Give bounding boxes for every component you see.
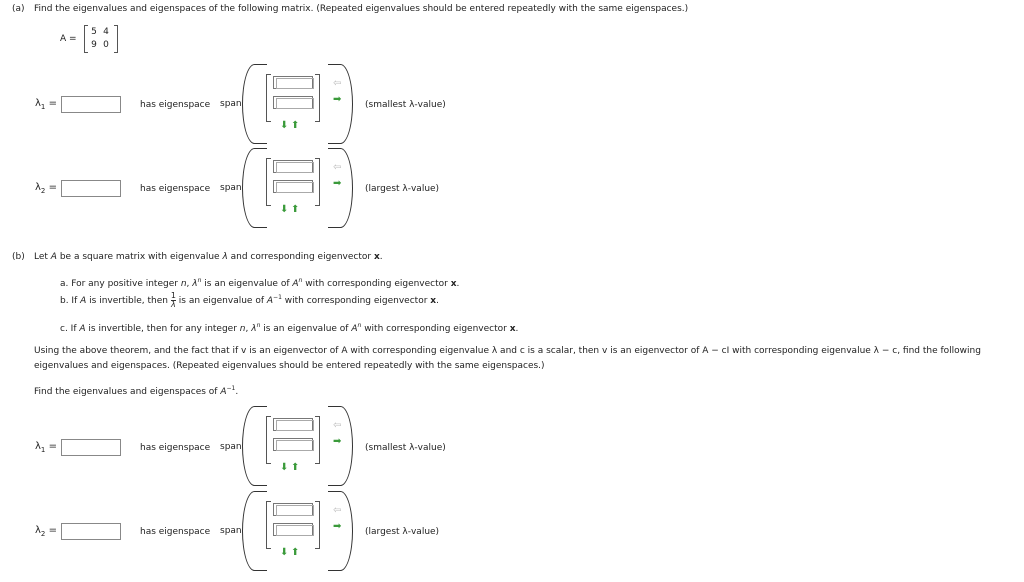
paren-right [328, 491, 353, 571]
add-column-arrow-icon[interactable]: ➡ [333, 521, 342, 532]
vector-entry-2[interactable] [273, 180, 313, 193]
add-row-arrow-icon[interactable]: ⬇ [280, 204, 289, 215]
paren-right [328, 64, 353, 144]
remove-row-arrow-icon[interactable]: ⬆ [291, 120, 300, 131]
bracket-left [266, 416, 271, 464]
bracket-right [315, 158, 320, 206]
lambda-label: $\lambda_2$ = [35, 182, 57, 195]
span-text: span [220, 526, 242, 536]
bracket-left [266, 501, 271, 549]
matrix-a [84, 25, 118, 53]
has-eigenspace-text: has eigenspace [140, 527, 211, 537]
add-column-arrow-icon[interactable]: ➡ [333, 178, 342, 189]
fraction: $\frac{1}{\lambda}$ [170, 291, 176, 309]
matrix-cell: 9 [91, 40, 97, 50]
theorem-item-b: b. If A is invertible, then $\frac{1}{\lambda}$ is an eigenvalue of $A^{-1}$ with corresponding eigenvector x. [60, 291, 439, 309]
part-a-label: (a) [12, 4, 25, 14]
note-text: (largest λ-value) [365, 527, 440, 537]
bracket-left [266, 158, 271, 206]
theorem-item-c: c. If A is invertible, then for any integer n, $\lambda^n$ is an eigenvalue of $A^n$ with corresponding eigenvector x. [60, 322, 519, 334]
lambda-label: $\lambda_2$ = [35, 525, 57, 538]
bracket-right [315, 74, 320, 122]
remove-column-arrow-icon[interactable]: ⇦ [333, 162, 342, 173]
vector-entry-2[interactable] [273, 438, 313, 451]
add-column-arrow-icon[interactable]: ➡ [333, 94, 342, 105]
has-eigenspace-text: has eigenspace [140, 443, 211, 453]
has-eigenspace-text: has eigenspace [140, 184, 211, 194]
paren-right [328, 406, 353, 486]
eigenvalue-input[interactable] [61, 523, 121, 540]
remove-column-arrow-icon[interactable]: ⇦ [333, 420, 342, 431]
add-row-arrow-icon[interactable]: ⬇ [280, 547, 289, 558]
note-text: (smallest λ-value) [365, 100, 446, 110]
eigenvalue-input[interactable] [61, 180, 121, 197]
vector-entry-1[interactable] [273, 503, 313, 516]
lambda-label: $\lambda_1$ = [35, 441, 57, 454]
paren-left [242, 148, 267, 228]
paren-right [328, 148, 353, 228]
has-eigenspace-text: has eigenspace [140, 100, 211, 110]
add-row-arrow-icon[interactable]: ⬇ [280, 462, 289, 473]
remove-row-arrow-icon[interactable]: ⬆ [291, 547, 300, 558]
add-row-arrow-icon[interactable]: ⬇ [280, 120, 289, 131]
remove-row-arrow-icon[interactable]: ⬆ [291, 204, 300, 215]
remove-row-arrow-icon[interactable]: ⬆ [291, 462, 300, 473]
remove-column-arrow-icon[interactable]: ⇦ [333, 78, 342, 89]
span-text: span [220, 183, 242, 193]
theorem-text-line2: eigenvalues and eigenspaces. (Repeated eigenvalues should be entered repeatedly with the same eigenspaces.) [34, 361, 545, 371]
note-text: (largest λ-value) [365, 184, 440, 194]
find-inverse-prompt: Find the eigenvalues and eigenspaces of $A^{-1}$. [34, 385, 239, 397]
part-b-intro: Let A be a square matrix with eigenvalue λ and corresponding eigenvector x. [34, 252, 383, 262]
part-a-prompt: Find the eigenvalues and eigenspaces of the following matrix. (Repeated eigenvalues should be entered repeatedly with the same eigenspaces.) [34, 4, 689, 14]
eigenvalue-input[interactable] [61, 439, 121, 456]
matrix-cell: 0 [103, 40, 109, 50]
lambda-label: $\lambda_1$ = [35, 98, 57, 111]
eigenvalue-input[interactable] [61, 96, 121, 113]
add-column-arrow-icon[interactable]: ➡ [333, 436, 342, 447]
vector-entry-1[interactable] [273, 76, 313, 89]
span-text: span [220, 99, 242, 109]
vector-entry-1[interactable] [273, 160, 313, 173]
paren-left [242, 491, 267, 571]
theorem-item-a: a. For any positive integer n, $\lambda^n$ is an eigenvalue of $A^n$ with corresponding eigenvector x. [60, 277, 460, 289]
span-text: span [220, 442, 242, 452]
bracket-left [266, 74, 271, 122]
matrix-label: A = [60, 34, 77, 44]
remove-column-arrow-icon[interactable]: ⇦ [333, 505, 342, 516]
vector-entry-1[interactable] [273, 418, 313, 431]
theorem-text-line1: Using the above theorem, and the fact that if v is an eigenvector of A with corresponding eigenvalue λ and c is a scalar, then v is an eigenvector of A − cI with corresponding eigenvalue λ − c, find the following [34, 346, 981, 356]
vector-entry-2[interactable] [273, 96, 313, 109]
bracket-right [315, 501, 320, 549]
part-b-label: (b) [12, 252, 25, 262]
bracket-right [315, 416, 320, 464]
note-text: (smallest λ-value) [365, 443, 446, 453]
matrix-cell: 5 [91, 27, 97, 37]
paren-left [242, 406, 267, 486]
paren-left [242, 64, 267, 144]
vector-entry-2[interactable] [273, 523, 313, 536]
matrix-cell: 4 [103, 27, 109, 37]
